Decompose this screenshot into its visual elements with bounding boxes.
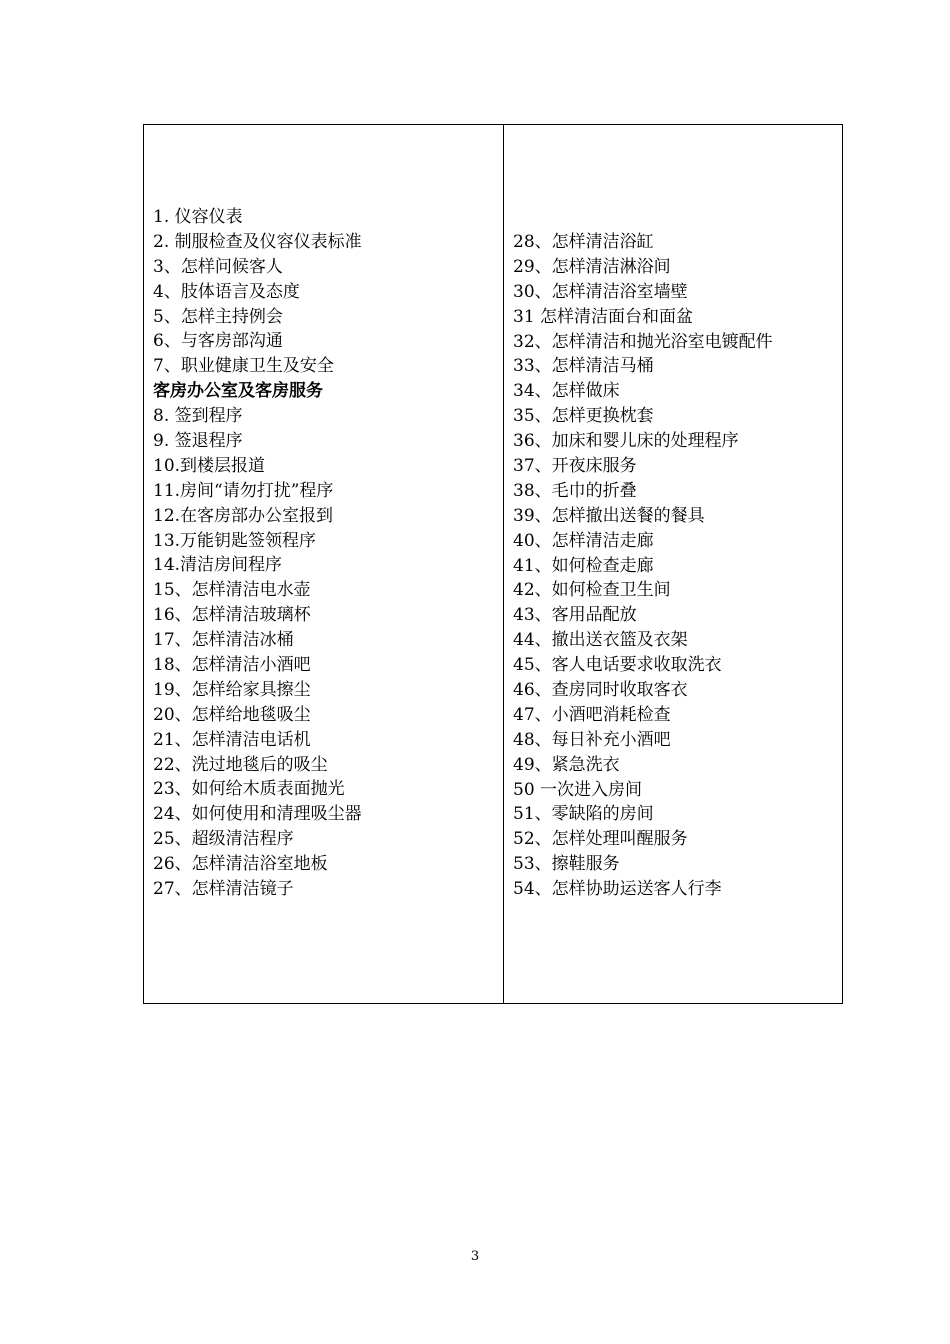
toc-entry: 7、职业健康卫生及安全 (153, 356, 334, 377)
toc-entry: 5、怎样主持例会 (153, 306, 283, 327)
toc-entry: 24、如何使用和清理吸尘器 (153, 804, 362, 825)
toc-entry: 44、撤出送衣篮及衣架 (513, 630, 688, 651)
toc-entry: 45、客人电话要求收取洗衣 (513, 655, 722, 676)
toc-entry: 25、超级清洁程序 (153, 829, 294, 850)
toc-entry: 50 一次进入房间 (513, 779, 643, 800)
toc-entry: 29、怎样清洁淋浴间 (513, 256, 671, 277)
toc-left-list (153, 205, 499, 902)
toc-entry: 9. 签退程序 (153, 431, 243, 452)
toc-entry: 46、查房同时收取客衣 (513, 680, 688, 701)
toc-entry: 8. 签到程序 (153, 406, 243, 427)
toc-entry: 39、怎样撤出送餐的餐具 (513, 505, 705, 526)
toc-entry: 41、如何检查走廊 (513, 555, 654, 576)
toc-entry: 4、肢体语言及态度 (153, 281, 300, 302)
toc-entry: 10.到楼层报道 (153, 455, 266, 476)
toc-entry: 49、紧急洗衣 (513, 754, 620, 775)
toc-entry: 34、怎样做床 (513, 381, 620, 402)
toc-entry: 26、怎样清洁浴室地板 (153, 854, 328, 875)
toc-entry: 27、怎样清洁镜子 (153, 879, 294, 900)
toc-entry: 1. 仪容仪表 (153, 207, 243, 227)
toc-entry: 35、怎样更换枕套 (513, 406, 654, 427)
page-number: 3 (470, 1249, 480, 1264)
toc-table (143, 124, 843, 1004)
toc-entry: 22、洗过地毯后的吸尘 (153, 754, 328, 775)
toc-entry: 21、怎样清洁电话机 (153, 729, 311, 750)
toc-entry: 48、每日补充小酒吧 (513, 729, 671, 750)
toc-entry: 11.房间“请勿打扰”程序 (153, 480, 334, 501)
toc-right-column (504, 125, 842, 1003)
toc-entry: 12.在客房部办公室报到 (153, 505, 334, 526)
toc-entry: 54、怎样协助运送客人行李 (513, 879, 722, 900)
toc-entry: 43、客用品配放 (513, 605, 637, 626)
toc-entry: 53、擦鞋服务 (513, 854, 620, 875)
toc-entry: 31 怎样清洁面台和面盆 (513, 306, 694, 327)
toc-entry: 6、与客房部沟通 (153, 331, 283, 352)
toc-entry: 2. 制服检查及仪容仪表标准 (153, 231, 362, 252)
toc-entry: 33、怎样清洁马桶 (513, 356, 654, 377)
toc-right-list (513, 230, 838, 902)
toc-entry: 37、开夜床服务 (513, 456, 637, 477)
toc-entry: 3、怎样问候客人 (153, 256, 283, 277)
toc-entry: 20、怎样给地毯吸尘 (153, 704, 311, 725)
toc-entry: 30、怎样清洁浴室墙壁 (513, 281, 688, 302)
toc-entry: 18、怎样清洁小酒吧 (153, 655, 311, 676)
toc-left-column (144, 125, 504, 1003)
toc-entry: 47、小酒吧消耗检查 (513, 704, 671, 725)
toc-entry: 38、毛巾的折叠 (513, 480, 637, 501)
toc-entry: 28、怎样清洁浴缸 (513, 232, 654, 252)
toc-entry: 17、怎样清洁冰桶 (153, 630, 294, 651)
toc-entry: 40、怎样清洁走廊 (513, 530, 654, 551)
toc-entry: 52、怎样处理叫醒服务 (513, 829, 688, 850)
toc-entry: 15、怎样清洁电水壶 (153, 580, 311, 601)
toc-entry: 16、怎样清洁玻璃杯 (153, 605, 311, 626)
toc-entry: 32、怎样清洁和抛光浴室电镀配件 (513, 331, 773, 352)
toc-entry: 19、怎样给家具擦尘 (153, 679, 311, 700)
toc-entry: 14.清洁房间程序 (153, 555, 283, 576)
toc-entry: 13.万能钥匙签领程序 (153, 530, 317, 551)
toc-entry: 36、加床和婴儿床的处理程序 (513, 431, 739, 452)
toc-entry: 51、零缺陷的房间 (513, 804, 654, 825)
toc-entry: 42、如何检查卫生间 (513, 580, 671, 601)
toc-section-heading: 客房办公室及客房服务 (153, 381, 323, 402)
toc-entry: 23、如何给木质表面抛光 (153, 779, 345, 800)
